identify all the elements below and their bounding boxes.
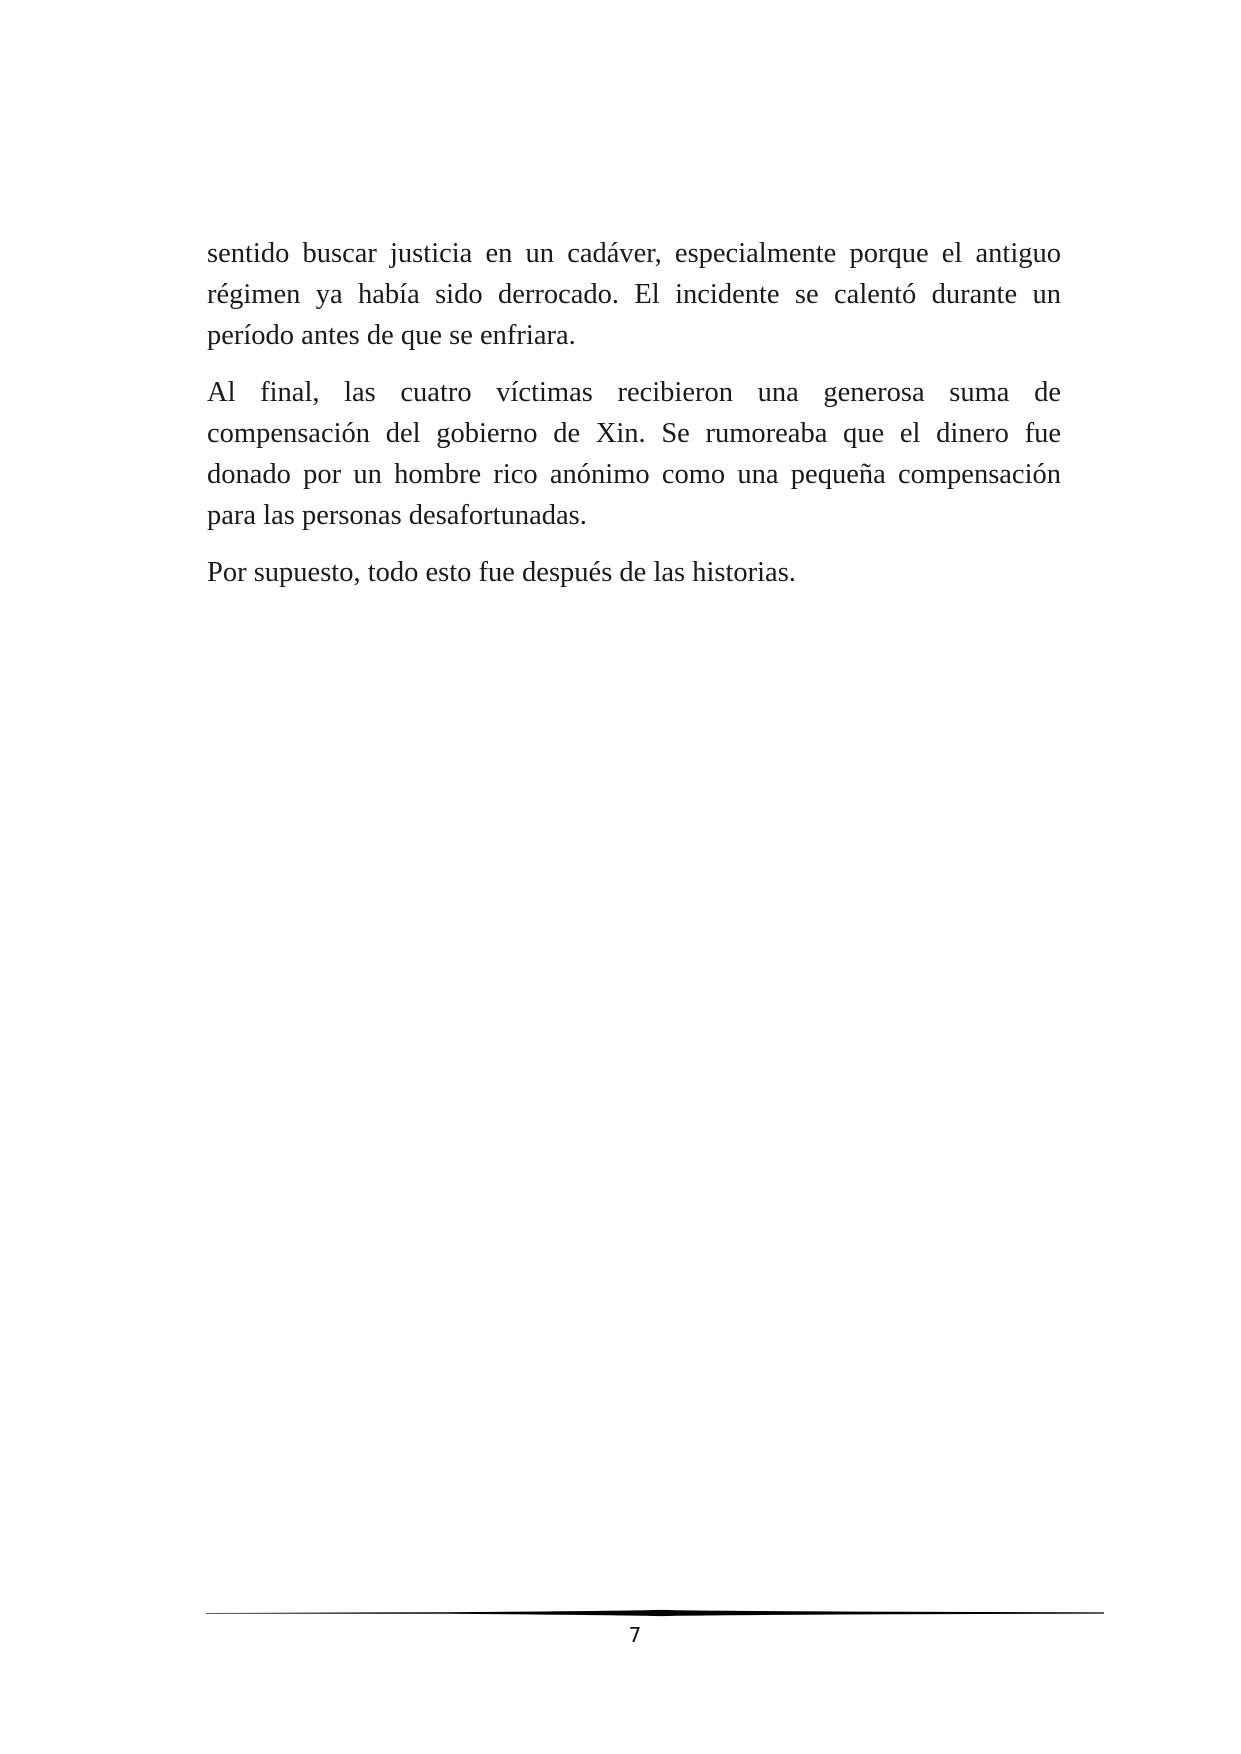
page-number: 7 [628,1623,642,1647]
paragraph-1: sentido buscar justicia en un cadáver, especialmente porque el antiguo régimen ya había sido derrocado. El incidente se calentó durante un período antes de que se enfriara. [207,238,1061,351]
footer-divider [206,1604,1104,1620]
body-text [207,233,1061,609]
footer-divider-line [206,1610,1104,1616]
paragraph-3: Por supuesto, todo esto fue después de las historias. [207,557,796,588]
paragraph-2: Al final, las cuatro víctimas recibieron una generosa suma de compensación del gobierno de Xin. Se rumoreaba que el dinero fue donado por un hombre rico anónimo como una pequeña compensación para las personas desafortunadas. [207,377,1061,531]
